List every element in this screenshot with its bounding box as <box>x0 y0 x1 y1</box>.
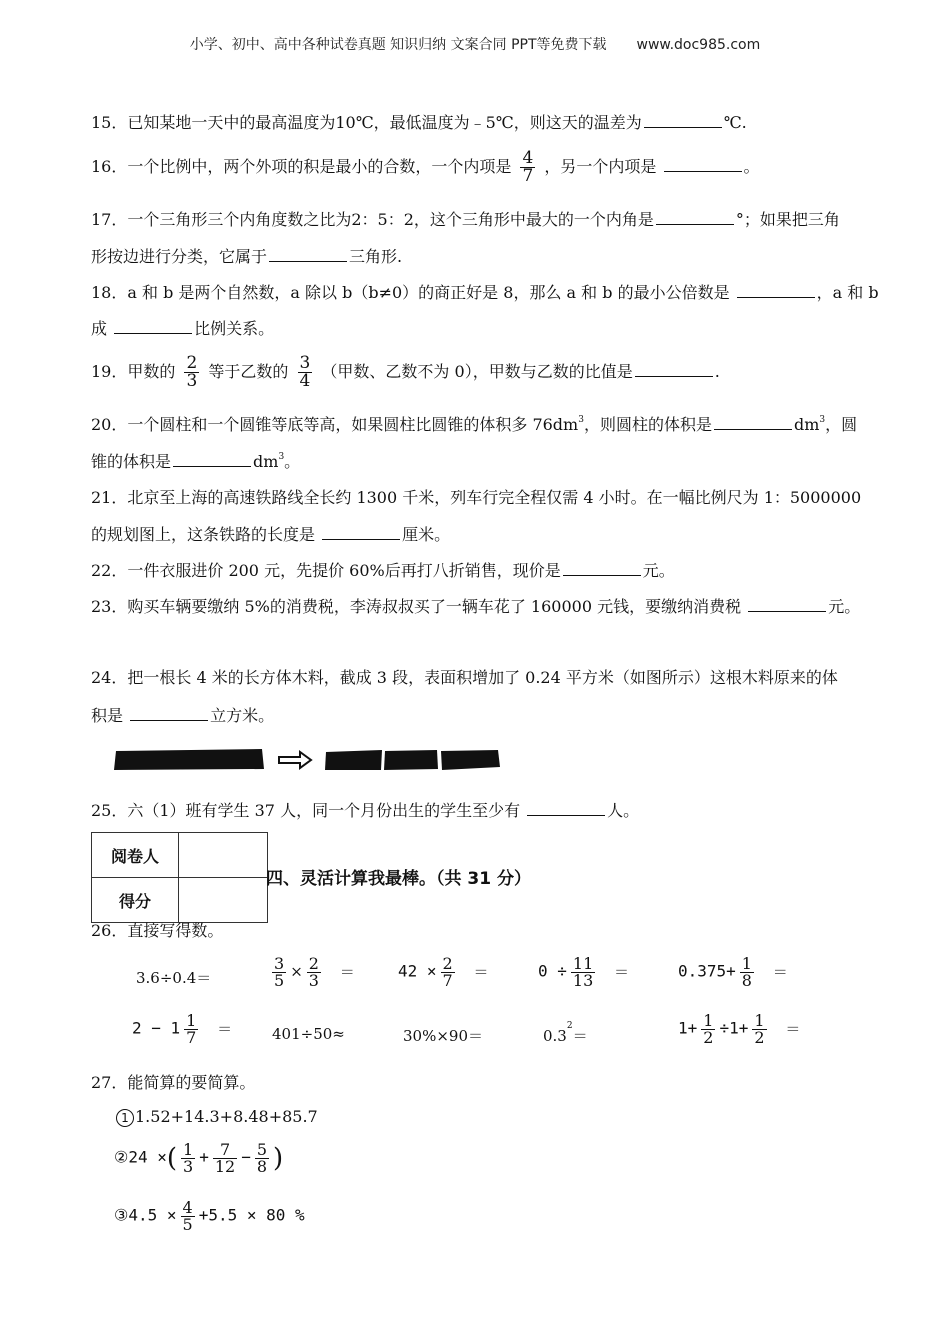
q27-item-2 <box>114 1142 283 1175</box>
q20-sup-3: 3 <box>278 452 285 462</box>
equals-sign: ＝ <box>473 962 489 981</box>
page-header <box>0 34 950 54</box>
calc-4 <box>538 956 629 989</box>
q19-answer-blank[interactable] <box>635 360 713 377</box>
header-site: www.doc985.com <box>636 37 761 53</box>
calc-10-a: 1+ <box>678 1018 698 1038</box>
item-3-pre: 4.5 × <box>128 1205 177 1225</box>
q27-item-3 <box>114 1200 305 1233</box>
q18-answer-blank-1[interactable] <box>737 281 815 298</box>
wood-piece-1 <box>325 750 382 770</box>
q27-title: 27．能简算的要简算。 <box>91 1073 256 1092</box>
frac-den: 7 <box>442 971 453 990</box>
q16-numerator: 4 <box>522 148 534 168</box>
question-17-line1 <box>91 208 840 231</box>
q15-tail: ℃. <box>723 113 747 132</box>
q16-tail: 。 <box>743 157 760 176</box>
q20-text-b: ，则圆柱的体积是 <box>583 415 712 434</box>
question-16 <box>91 150 760 185</box>
open-paren: ( <box>166 1143 178 1174</box>
q19-fraction-1 <box>184 355 199 390</box>
q20-text-d: ，圆 <box>825 415 858 434</box>
q18-text-c: 成 <box>91 319 108 338</box>
frac-den: 5 <box>182 1215 193 1234</box>
q24-text-b: 积是 <box>91 706 124 725</box>
wood-piece-3 <box>441 750 500 770</box>
times-sign: × <box>290 962 303 981</box>
item-2-frac-2 <box>213 1142 237 1175</box>
q24-answer-blank[interactable] <box>130 704 208 721</box>
question-25 <box>91 799 639 822</box>
calc-9 <box>543 1021 588 1046</box>
q23-text-b: 元。 <box>828 597 861 616</box>
frac-den: 3 <box>183 1157 194 1176</box>
score-cell[interactable] <box>179 878 268 923</box>
item-2-pre: 24 × <box>128 1147 167 1167</box>
frac-num: 1 <box>703 1011 714 1030</box>
calc-5-frac <box>740 956 754 989</box>
frac-den: 13 <box>572 971 594 990</box>
calc-10 <box>678 1013 800 1046</box>
q23-answer-blank[interactable] <box>748 595 826 612</box>
q24-text-c: 立方米。 <box>210 706 275 725</box>
frac-num: 1 <box>741 954 752 973</box>
frac-den: 3 <box>308 971 319 990</box>
question-18-line2 <box>91 317 274 340</box>
question-21-line2 <box>91 523 450 546</box>
calc-5-pre: 0.375+ <box>678 961 736 981</box>
q21-answer-blank[interactable] <box>322 523 400 540</box>
calc-8-expr: 30%×90＝ <box>403 1027 483 1045</box>
calc-9-eq: ＝ <box>572 1027 588 1045</box>
item-3-post: +5.5 × 80 % <box>198 1205 305 1225</box>
question-24-line2 <box>91 704 274 727</box>
q22-answer-blank[interactable] <box>563 559 641 576</box>
question-20-line2 <box>91 450 300 473</box>
calc-6 <box>132 1013 232 1046</box>
wood-piece-2 <box>384 750 438 770</box>
frac-num: 2 <box>442 954 453 973</box>
minus-sign: − <box>241 1147 251 1167</box>
close-paren: ) <box>273 1143 284 1174</box>
q21-text-b: 的规划图上，这条铁路的长度是 <box>91 525 316 544</box>
calc-5 <box>678 956 788 989</box>
q20-answer-blank-1[interactable] <box>714 413 792 430</box>
calc-1 <box>136 967 211 988</box>
q19-numerator-1: 2 <box>186 353 198 373</box>
frac-num: 7 <box>213 1142 237 1159</box>
calc-9-base: 0.3 <box>543 1027 567 1045</box>
q22-text-b: 元。 <box>642 561 675 580</box>
calc-6-frac <box>184 1013 198 1046</box>
q17-answer-blank-1[interactable] <box>656 208 734 225</box>
equals-sign: ＝ <box>785 1019 801 1038</box>
q21-text-c: 厘米。 <box>402 525 451 544</box>
item-1-marker: 1 <box>116 1109 134 1127</box>
reviewer-label: 阅卷人 <box>92 833 179 878</box>
calc-4-frac <box>571 956 595 989</box>
question-23 <box>91 595 860 618</box>
frac-num: 2 <box>308 954 319 973</box>
equals-sign: ＝ <box>339 962 355 981</box>
q20-tail: 。 <box>284 452 301 471</box>
calc-2-frac-b <box>307 956 321 989</box>
question-15 <box>91 111 747 134</box>
question-21-line1 <box>91 487 861 509</box>
frac-den: 2 <box>754 1028 765 1047</box>
item-2-frac-3 <box>255 1142 269 1175</box>
score-table <box>91 832 268 923</box>
whole-wood-bar <box>114 749 264 770</box>
calc-10-frac-2 <box>752 1013 766 1046</box>
frac-den: 12 <box>214 1157 236 1176</box>
item-3-frac <box>181 1200 195 1233</box>
question-19 <box>91 355 720 390</box>
q19-denominator-2: 4 <box>299 371 311 391</box>
q18-text: 18．a 和 b 是两个自然数，a 除以 b（b≠0）的商正好是 8，那么 a 和 b 的最小公倍数是 <box>91 283 730 302</box>
frac-num: 1 <box>754 1011 765 1030</box>
calc-1-expr: 3.6÷0.4＝ <box>136 969 212 987</box>
q17-text: 17．一个三角形三个内角度数之比为2：5：2，这个三角形中最大的一个内角是 <box>91 210 654 229</box>
equals-sign: ＝ <box>217 1019 233 1038</box>
q16-text-b: ，另一个内项是 <box>544 157 657 176</box>
item-3-marker: ③ <box>114 1205 129 1225</box>
frac-den: 2 <box>703 1028 714 1047</box>
q19-denominator-1: 3 <box>186 371 198 391</box>
calc-10-b: ÷1+ <box>719 1018 749 1038</box>
question-20-line1 <box>91 413 857 436</box>
q19-tail: . <box>714 362 720 381</box>
question-24-line1 <box>91 667 838 689</box>
calc-2-frac-a <box>272 956 286 989</box>
q16-text: 16．一个比例中，两个外项的积是最小的合数，一个内项是 <box>91 157 512 176</box>
equals-sign: ＝ <box>614 962 630 981</box>
q20-sup-2: 3 <box>819 415 826 425</box>
calc-8 <box>403 1025 483 1046</box>
reviewer-cell[interactable] <box>179 833 268 878</box>
frac-den: 8 <box>256 1157 268 1176</box>
item-2-marker: ② <box>114 1147 129 1167</box>
q23-text: 23．购买车辆要缴纳 5%的消费税，李涛叔叔买了一辆车花了 160000 元钱，要缴纳消费税 <box>91 597 742 616</box>
equals-sign: ＝ <box>772 962 788 981</box>
calc-10-frac-1 <box>701 1013 715 1046</box>
q19-text-b: 等于乙数的 <box>208 362 289 381</box>
calc-3-frac <box>441 956 455 989</box>
q17-text-d: 三角形. <box>349 247 403 266</box>
q20-sup-1: 3 <box>578 415 584 425</box>
frac-num: 11 <box>572 954 594 973</box>
frac-num: 1 <box>183 1140 194 1159</box>
q15-text: 15．已知某地一天中的最高温度为10℃，最低温度为﹣5℃，则这天的温差为 <box>91 113 642 132</box>
q25-answer-blank[interactable] <box>527 799 605 816</box>
q15-answer-blank[interactable] <box>644 111 722 128</box>
q17-text-c: 形按边进行分类，它属于 <box>91 247 268 266</box>
question-18-line1 <box>91 281 879 304</box>
q19-text: 19．甲数的 <box>91 362 176 381</box>
q16-answer-blank[interactable] <box>664 155 742 172</box>
header-text: 小学、初中、高中各种试卷真题 知识归纳 文案合同 PPT等免费下载 <box>189 37 607 53</box>
q24-wood-figure <box>112 745 504 775</box>
q25-text: 25．六（1）班有学生 37 人，同一个月份出生的学生至少有 <box>91 801 521 820</box>
frac-den: 5 <box>274 971 285 990</box>
q20-text: 20．一个圆柱和一个圆锥等底等高，如果圆柱比圆锥的体积多 76dm <box>91 415 579 434</box>
calc-7 <box>272 1025 345 1043</box>
q17-answer-blank-2[interactable] <box>269 245 347 262</box>
q20-answer-blank-2[interactable] <box>173 450 251 467</box>
q16-denominator: 7 <box>522 166 534 186</box>
calc-4-pre: 0 ÷ <box>538 961 567 981</box>
question-22 <box>91 559 675 582</box>
plus-sign: + <box>199 1147 209 1167</box>
q27-item-1 <box>116 1107 318 1127</box>
frac-den: 7 <box>186 1028 197 1047</box>
q17-text-b: °；如果把三角 <box>735 210 840 229</box>
q20-unit-1: dm <box>793 415 820 434</box>
section-4-title: 四、灵活计算我最棒。（共 31 分） <box>266 869 531 889</box>
q26-title: 26．直接写得数。 <box>91 921 224 940</box>
frac-num: 5 <box>256 1140 268 1159</box>
q20-unit-2: dm <box>253 452 279 471</box>
frac-den: 8 <box>741 971 752 990</box>
frac-num: 1 <box>186 1011 197 1030</box>
item-2-frac-1 <box>181 1142 195 1175</box>
q19-numerator-2: 3 <box>299 353 311 373</box>
calc-7-expr: 401÷50≈ <box>272 1025 345 1043</box>
score-label: 得分 <box>92 878 179 923</box>
q16-fraction <box>520 150 535 185</box>
calc-3 <box>398 956 489 989</box>
q18-answer-blank-2[interactable] <box>114 317 192 334</box>
q18-text-b: ，a 和 b <box>816 283 879 302</box>
frac-num: 3 <box>274 954 285 973</box>
q18-text-d: 比例关系。 <box>194 319 275 338</box>
calc-2 <box>268 956 355 989</box>
q19-text-c: （甲数、乙数不为 0），甲数与乙数的比值是 <box>321 362 633 381</box>
q20-text-e: 锥的体积是 <box>91 452 172 471</box>
frac-num: 4 <box>182 1198 193 1217</box>
question-17-line2 <box>91 245 402 268</box>
q24-text: 24．把一根长 4 米的长方体木料，截成 3 段，表面积增加了 0.24 平方米（如图所示）这根木料原来的体 <box>91 668 838 687</box>
calc-9-sup: 2 <box>566 1021 573 1031</box>
q22-text: 22．一件衣服进价 200 元，先提价 60%后再打八折销售，现价是 <box>91 561 561 580</box>
calc-3-pre: 42 × <box>398 961 437 981</box>
arrow-icon <box>279 752 311 768</box>
item-1-expr: 1.52+14.3+8.48+85.7 <box>135 1107 318 1126</box>
calc-6-pre: 2 − 1 <box>132 1018 181 1038</box>
q25-text-b: 人。 <box>607 801 640 820</box>
q19-fraction-2 <box>298 355 313 390</box>
q21-text: 21．北京至上海的高速铁路线全长约 1300 千米，列车行完全程仅需 4 小时。在一幅比例尺为 1：5000000 <box>91 488 862 507</box>
